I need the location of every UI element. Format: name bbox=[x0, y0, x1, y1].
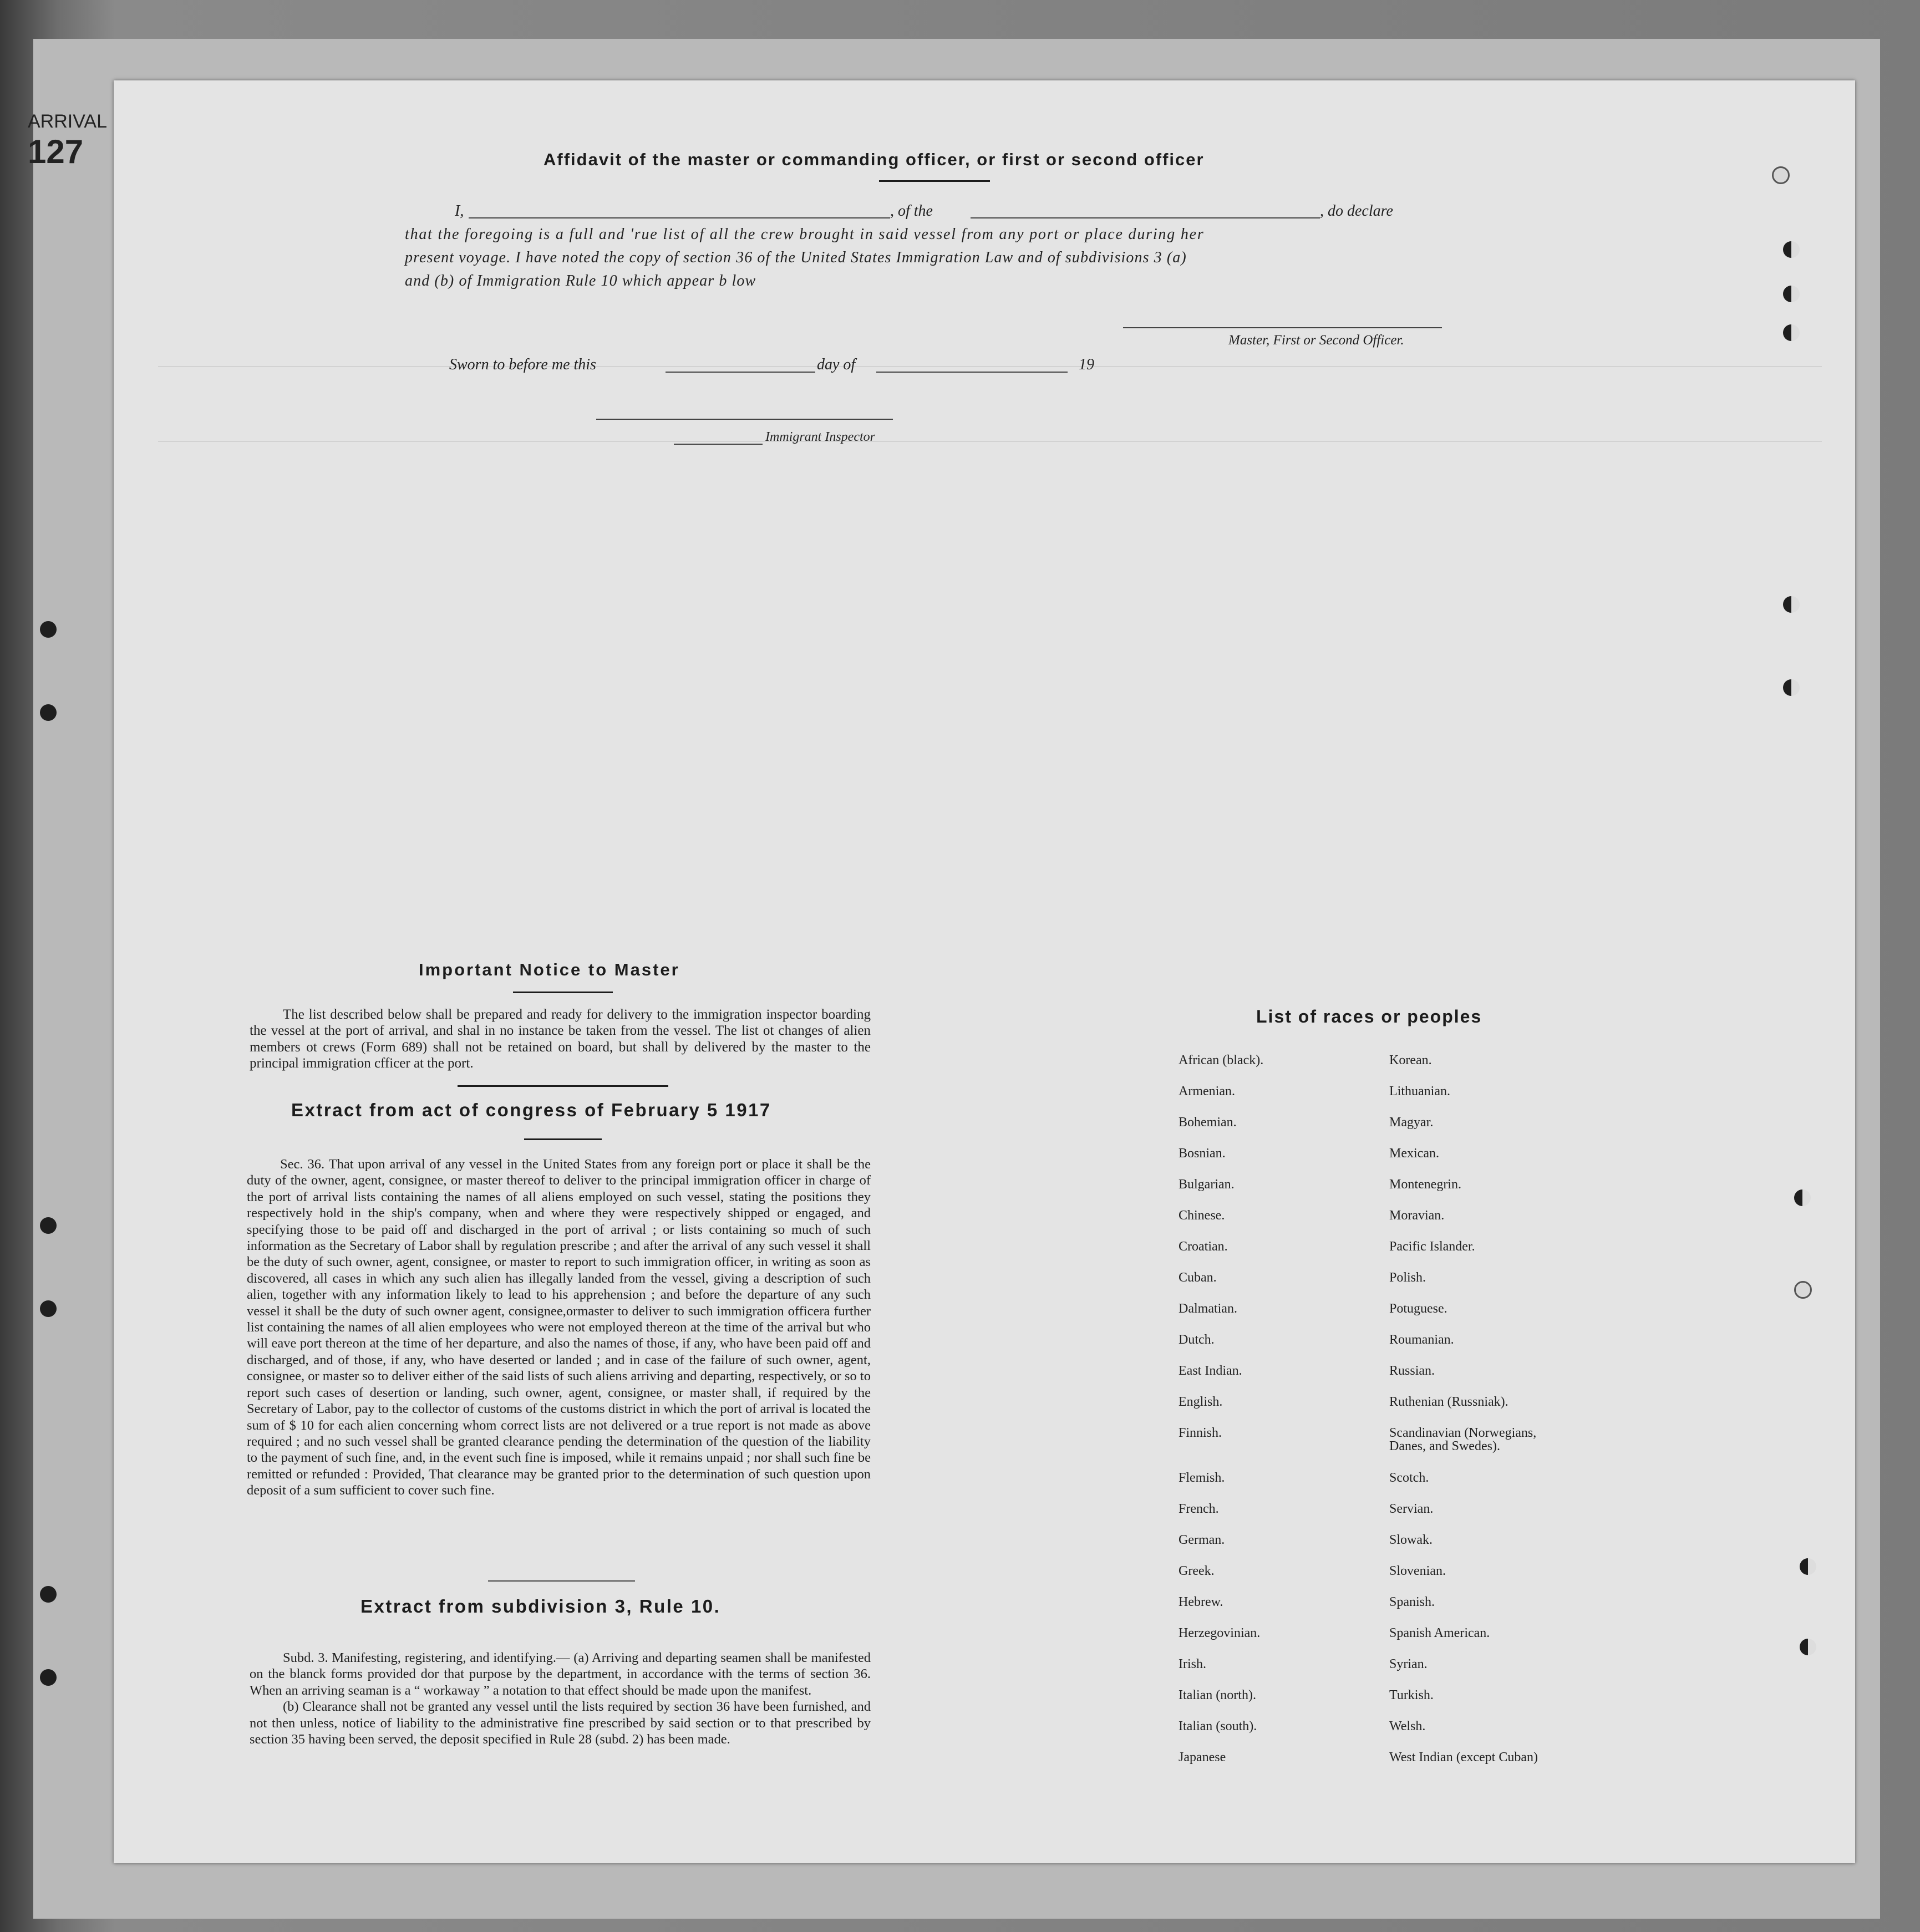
rule-text-b: (b) Clearance shall not be granted any vessel until the lists required by section 36 have been furnished, and not then unless, notice of liability to the administrative fine prescribed by said section or to that prescribed by section 35 having been served, the deposit specified in Rule 28 (subd. 2) has been made. bbox=[250, 1699, 871, 1747]
binder-hole bbox=[1783, 241, 1800, 258]
section-divider bbox=[458, 1085, 668, 1087]
race-item: Syrian. bbox=[1389, 1657, 1428, 1671]
race-item: Scandinavian (Norwegians, Danes, and Swedes). bbox=[1389, 1426, 1537, 1453]
race-item: Pacific Islander. bbox=[1389, 1239, 1475, 1254]
binder-hole bbox=[40, 1586, 57, 1603]
rule-paragraph bbox=[250, 1650, 871, 1747]
act-underline bbox=[524, 1138, 602, 1140]
inspector-signature-line bbox=[596, 419, 893, 420]
declaration-line-3: and (b) of Immigration Rule 10 which appear b low bbox=[405, 272, 756, 289]
race-item: Italian (south). bbox=[1179, 1719, 1257, 1733]
race-item: Montenegrin. bbox=[1389, 1177, 1461, 1192]
race-item: East Indian. bbox=[1179, 1364, 1242, 1378]
races-title: List of races or peoples bbox=[1256, 1006, 1482, 1026]
inspector-label: Immigrant Inspector bbox=[765, 430, 875, 444]
declarant-label: I, bbox=[455, 202, 464, 220]
race-item: Irish. bbox=[1179, 1657, 1206, 1671]
sworn-label: Sworn to before me this bbox=[449, 356, 596, 373]
declaration-line-2: present voyage. I have noted the copy of section 36 of the United States Immigration Law and of subdivisions 3 (a) bbox=[405, 249, 1187, 266]
notice-text: The list described below shall be prepared and ready for delivery to the immigration inspector boarding the vessel at the port of arrival, and shal in no instance be taken from the vessel. The list ot changes of alien members ot crews (Form 689) shall not be retained on board, but shall by delivered by the master to the principal immigration cfficer at the port. bbox=[250, 1007, 871, 1071]
race-item: Bosnian. bbox=[1179, 1146, 1226, 1161]
race-item: Spanish American. bbox=[1389, 1626, 1490, 1640]
show-through-line bbox=[158, 441, 1822, 442]
notice-underline bbox=[513, 992, 613, 993]
binder-hole bbox=[1783, 324, 1800, 341]
binder-hole bbox=[40, 1300, 57, 1317]
race-item: Dutch. bbox=[1179, 1333, 1215, 1347]
binder-hole bbox=[1800, 1558, 1816, 1575]
declare-text: , do declare bbox=[1320, 202, 1393, 220]
binder-hole bbox=[1783, 286, 1800, 302]
stamp-number: 127 bbox=[28, 133, 84, 170]
inspector-short-line bbox=[674, 444, 763, 445]
race-item: Slovenian. bbox=[1389, 1564, 1446, 1578]
race-item: Polish. bbox=[1389, 1270, 1426, 1285]
section-divider bbox=[488, 1580, 635, 1582]
notice-paragraph bbox=[250, 1006, 871, 1072]
race-item: Flemish. bbox=[1179, 1471, 1225, 1485]
manifest-sheet bbox=[114, 80, 1855, 1863]
year-label: 19 bbox=[1079, 356, 1094, 373]
sworn-month-line bbox=[876, 372, 1068, 373]
act-paragraph bbox=[247, 1156, 871, 1499]
vessel-name-line bbox=[971, 217, 1320, 218]
race-item: Lithuanian. bbox=[1389, 1084, 1450, 1099]
race-item: Chinese. bbox=[1179, 1208, 1225, 1223]
race-item: Japanese bbox=[1179, 1750, 1226, 1765]
race-item: Herzegovinian. bbox=[1179, 1626, 1261, 1640]
declarant-name-line bbox=[469, 217, 890, 218]
races-right-column bbox=[1389, 1054, 1538, 1782]
binder-hole bbox=[1783, 679, 1800, 696]
race-item: Moravian. bbox=[1389, 1208, 1445, 1223]
binder-hole bbox=[1794, 1189, 1811, 1206]
race-item: Magyar. bbox=[1389, 1115, 1434, 1130]
race-item: Spanish. bbox=[1389, 1595, 1435, 1609]
binder-hole bbox=[40, 1669, 57, 1686]
binder-hole bbox=[1800, 1639, 1816, 1655]
race-item: Welsh. bbox=[1389, 1719, 1426, 1733]
race-item: Hebrew. bbox=[1179, 1595, 1223, 1609]
race-item: Finnish. bbox=[1179, 1426, 1222, 1440]
race-item: Ruthenian (Russniak). bbox=[1389, 1395, 1508, 1409]
binder-hole bbox=[40, 1217, 57, 1234]
rule-text-a: Subd. 3. Manifesting, registering, and identifying.— (a) Arriving and departing seamen shall be manifested on the blanck forms provided dor that purpose by the department, in accordance with the terms of section 36. When an arriving seaman is a “ workaway ” a notation to that effect should be made upon the manifest. bbox=[250, 1650, 871, 1698]
race-item: Russian. bbox=[1389, 1364, 1435, 1378]
act-text: Sec. 36. That upon arrival of any vessel in the United States from any foreign port or place it shall be the duty of the owner, agent, consignee, or master thereof to deliver to the principal immigration officer in charge of the port of arrival lists containing the names of all aliens employed on such vessel, stating the positions they respectively hold in the ship's company, when and where they were respectively shipped or engaged, and specifying those to be paid off and discharged in the port of arrival ; or lists containing so much of such information as the Secretary of Labor shall by regulation prescribe ; and after the arrival of any such vessel it shall be the duty of such owner, agent, consignee, or master to report to such immigration officer, in writing as soon as discovered, all cases in which any such alien has illegally landed from the vessel, giving a description of such alien, together with any information likely to lead to his apprehension ; and before the departure of any such vessel it shall be the duty of such owner agent, consignee,ormaster to deliver to such immigration officera further list containing the names of all alien employees who were not employed thereon at the time of the arrival but who will eave port thereon at the time of her departure, and also the names of those, if any, who have been paid off and discharged, and of those, if any, who have deserted or landed ; and in case of the failure of such owner, agent, consignee, or master so to deliver either of the said lists of such aliens arriving and departing, respectively, or so to report such cases of desertion or landing, such owner, agent, consignee, or master shall, if required by the Secretary of Labor, pay to the collector of customs of the customs district in which the port of arrival is located the sum of $ 10 for each alien concerning whom correct lists are not delivered or a true report is not made as above required ; and no such vessel shall be granted clearance pending the determination of the question of the liability to the payment of such fine, and, in the event such fine is imposed, while it remains unpaid ; nor shall such fine be remitted or refunded : Provided, That clearance may be granted prior to the determination of such question upon deposit of a sum sufficient to cover such fine. bbox=[247, 1157, 871, 1498]
race-item: Dalmatian. bbox=[1179, 1301, 1237, 1316]
race-item: German. bbox=[1179, 1533, 1225, 1547]
race-item: Bohemian. bbox=[1179, 1115, 1237, 1130]
act-title: Extract from act of congress of February 5 1917 bbox=[291, 1100, 771, 1120]
binder-hole bbox=[1783, 596, 1800, 613]
sworn-day-line bbox=[666, 372, 815, 373]
declaration-line-1: that the foregoing is a full and 'rue list of all the crew brought in said vessel from any port or place during her bbox=[405, 226, 1205, 243]
race-item: Croatian. bbox=[1179, 1239, 1228, 1254]
race-item: Slowak. bbox=[1389, 1533, 1433, 1547]
affidavit-title: Affidavit of the master or commanding officer, or first or second officer bbox=[544, 150, 1205, 169]
race-item: Servian. bbox=[1389, 1502, 1434, 1516]
binder-hole bbox=[40, 704, 57, 721]
show-through-line bbox=[158, 366, 1822, 367]
signature-line bbox=[1123, 327, 1442, 328]
day-of-label: day of bbox=[817, 356, 856, 373]
race-item: Turkish. bbox=[1389, 1688, 1434, 1702]
race-item: Cuban. bbox=[1179, 1270, 1217, 1285]
race-item: Korean. bbox=[1389, 1053, 1432, 1067]
binder-hole bbox=[1794, 1281, 1812, 1299]
vessel-label: , of the bbox=[890, 202, 933, 220]
race-item: Scotch. bbox=[1389, 1471, 1429, 1485]
race-item: African (black). bbox=[1179, 1053, 1264, 1067]
race-item: Mexican. bbox=[1389, 1146, 1439, 1161]
race-item: Roumanian. bbox=[1389, 1333, 1454, 1347]
binder-hole bbox=[40, 621, 57, 638]
stamp-label: ARRIVAL bbox=[28, 111, 107, 132]
race-item: Greek. bbox=[1179, 1564, 1215, 1578]
races-left-column bbox=[1179, 1054, 1263, 1782]
race-item: Potuguese. bbox=[1389, 1301, 1447, 1316]
arrival-stamp bbox=[28, 111, 107, 171]
binder-hole bbox=[1772, 166, 1790, 184]
race-item: French. bbox=[1179, 1502, 1219, 1516]
signature-label: Master, First or Second Officer. bbox=[1228, 333, 1404, 348]
notice-title: Important Notice to Master bbox=[419, 960, 680, 979]
race-item: English. bbox=[1179, 1395, 1223, 1409]
title-underline bbox=[879, 180, 990, 182]
race-item: Italian (north). bbox=[1179, 1688, 1256, 1702]
race-item: Armenian. bbox=[1179, 1084, 1235, 1099]
race-item: West Indian (except Cuban) bbox=[1389, 1750, 1538, 1765]
race-item: Bulgarian. bbox=[1179, 1177, 1235, 1192]
rule-title: Extract from subdivision 3, Rule 10. bbox=[360, 1596, 721, 1616]
